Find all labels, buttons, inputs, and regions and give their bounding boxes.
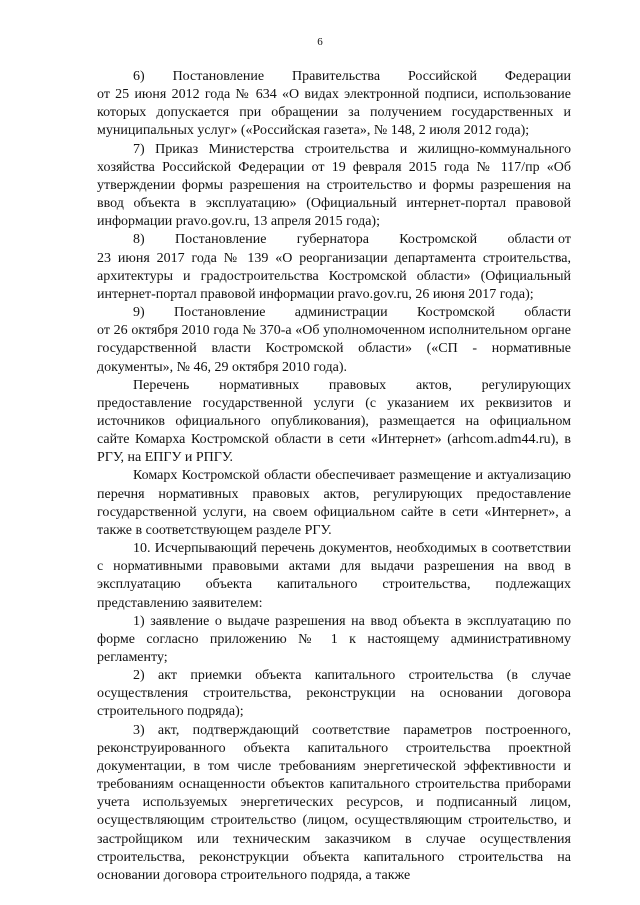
paragraph-item-9: 9) Постановление администрации Костромской области от 26 октября 2010 года № 370-а «Об уполномоченном исполнительном органе государственной власти Костромской области» («СП - нормативные документы», № 46, 29 октября 2010 года).	[97, 305, 571, 375]
page-number: 6	[317, 36, 323, 48]
paragraph-item-8: 8) Постановление губернатора Костромской области от 23 июня 2017 года № 139 «О реорганизации департамента строительства, архитектуры и градостроительства Костромской области» (Официальный интернет-портал правовой информации pravo.gov.ru, 26 июня 2017 года);	[97, 232, 571, 302]
paragraph-item-6: 6) Постановление Правительства Российской Федерации от 25 июня 2012 года № 634 «О видах электронной подписи, использование которых допускается при обращении за получением государственных и муниципальных услуг» («Российская газета», № 148, 2 июля 2012 года);	[97, 69, 571, 139]
paragraph-item-1-application: 1) заявление о выдаче разрешения на ввод объекта в эксплуатацию по форме согласно приложению № 1 к настоящему административному регламенту;	[97, 613, 571, 665]
paragraph-item-3-compliance-act: 3) акт, подтверждающий соответствие параметров построенного, реконструированного объекта капитального строительства проектной документации, в том числе требованиям энергетической эффективности и требованиям оснащенности объектов капитального строительства приборами учета используемых энергетических ресурсов, и подписанный лицом, осуществляющим строительство (лицом, осуществляющим строительство, и застройщиком или техническим заказчиком в случае осуществления строительства, реконструкции объекта капитального строительства на основании договора строительного подряда, а также	[97, 722, 571, 883]
document-body	[97, 68, 571, 885]
paragraph-regulations-list: Перечень нормативных правовых актов, регулирующих предоставление государственной услуги (с указанием их реквизитов и источников официального опубликования), размещается на официальном сайте Комарха Костромской области в сети «Интернет» (arhcom.adm44.ru), в РГУ, на ЕПГУ и РПГУ.	[97, 377, 571, 466]
paragraph-item-7: 7) Приказ Министерства строительства и жилищно-коммунального хозяйства Российской Федерации от 19 февраля 2015 года № 117/пр «Об утверждении формы разрешения на строительство и формы разрешения на ввод объекта в эксплуатацию» (Официальный интернет-портал правовой информации pravo.gov.ru, 13 апреля 2015 года);	[97, 141, 571, 230]
paragraph-komarh-duty: Комарх Костромской области обеспечивает размещение и актуализацию перечня нормативных правовых актов, регулирующих предоставление государственной услуги, на своем официальном сайте в сети «Интернет», а также в соответствующем разделе РГУ.	[97, 468, 571, 538]
paragraph-section-10: 10. Исчерпывающий перечень документов, необходимых в соответствии с нормативными правовыми актами для выдачи разрешения на ввод в эксплуатацию объекта капитального строительства, подлежащих представлению заявителем:	[97, 541, 571, 611]
paragraph-item-2-acceptance-act: 2) акт приемки объекта капитального строительства (в случае осуществления строительства, реконструкции на основании договора строительного подряда);	[97, 668, 571, 720]
